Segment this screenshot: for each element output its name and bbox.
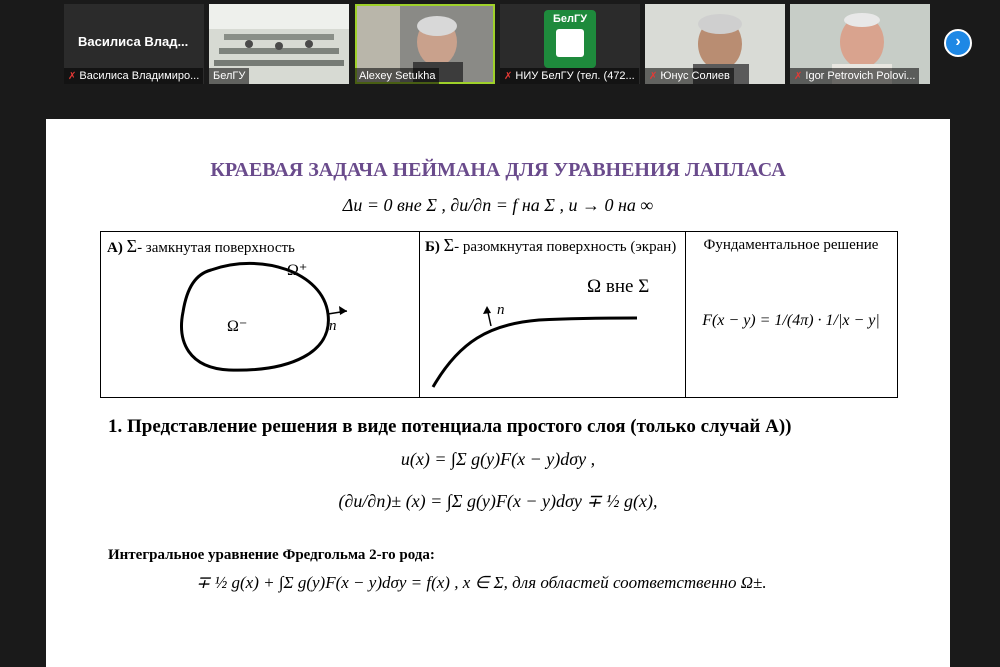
participant-name: Василиса Влад... xyxy=(78,34,189,49)
fredholm-label: Интегральное уравнение Фредгольма 2-го рода: xyxy=(108,547,435,563)
participant-label: ✗ Василиса Владимиро... xyxy=(64,68,203,84)
section-heading: 1. Представление решения в виде потенциала простого слоя (только случай А)) xyxy=(108,416,792,437)
participant-strip xyxy=(0,0,1000,118)
participant-label: БелГУ xyxy=(209,68,249,84)
omega-plus-label: Ω⁺ xyxy=(287,262,308,279)
neumann-problem-equation: Δu = 0 вне Σ , ∂u/∂n = f на Σ , u → 0 на ∞ xyxy=(342,195,654,215)
mic-muted-icon: ✗ xyxy=(504,71,513,82)
participant-label: Alexey Setukha xyxy=(355,68,439,84)
single-layer-potential-equation: u(x) = ∫Σ g(y)F(x − y)dσy , xyxy=(400,449,596,469)
normal-vector-label: n⃗ xyxy=(497,302,517,318)
open-surface-diagram xyxy=(419,232,685,397)
slide-title: КРАЕВАЯ ЗАДАЧА НЕЙМАНА ДЛЯ УРАВНЕНИЯ ЛАПЛАСА xyxy=(210,159,786,181)
participant-label: ✗ НИУ БелГУ (тел. (472... xyxy=(500,68,639,84)
fundamental-solution-formula: F(x − y) = 1/(4π) · 1/|x − y| xyxy=(702,312,880,329)
mic-muted-icon: ✗ xyxy=(649,71,658,82)
participant-tile-2[interactable] xyxy=(355,4,495,84)
normal-derivative-jump-equation: (∂u/∂n)± (x) = ∫Σ g(y)F(x − y)dσy ∓ ½ g(x), xyxy=(338,491,658,511)
mic-muted-icon: ✗ xyxy=(68,71,77,82)
case-a-heading: А) Σ- замкнутая поверхность xyxy=(107,236,295,256)
participant-tile-5[interactable] xyxy=(790,4,930,84)
participant-tile-0[interactable] xyxy=(64,4,204,84)
participant-label: ✗ Юнус Солиев xyxy=(645,68,734,84)
case-a-cell xyxy=(101,232,420,397)
fundamental-solution-cell xyxy=(685,232,897,397)
belsu-logo: БелГУ xyxy=(544,10,596,68)
participant-tile-3[interactable] xyxy=(500,4,640,84)
participant-tile-4[interactable] xyxy=(645,4,785,84)
closed-surface-diagram xyxy=(101,232,419,397)
fundamental-solution-heading: Фундаментальное решение xyxy=(703,237,879,253)
mic-muted-icon: ✗ xyxy=(794,71,803,82)
chevron-right-icon: › xyxy=(955,33,961,50)
next-participants-button[interactable] xyxy=(944,29,972,57)
normal-vector-label: n⃗ xyxy=(329,318,349,334)
fredholm-equation: ∓ ½ g(x) + ∫Σ g(y)F(x − y)dσy = f(x) , x ∈ Σ, для областей соответственно Ω±. xyxy=(196,573,767,592)
shared-slide xyxy=(46,119,950,667)
omega-minus-label: Ω⁻ xyxy=(227,318,248,335)
participant-tile-1[interactable] xyxy=(209,4,349,84)
cases-table xyxy=(100,231,898,398)
omega-outside-sigma-label: Ω вне Σ xyxy=(587,276,650,297)
participant-label: ✗ Igor Petrovich Polovi... xyxy=(790,68,919,84)
case-b-cell xyxy=(419,232,686,397)
case-b-heading: Б) Σ- разомкнутая поверхность (экран) xyxy=(425,235,677,255)
